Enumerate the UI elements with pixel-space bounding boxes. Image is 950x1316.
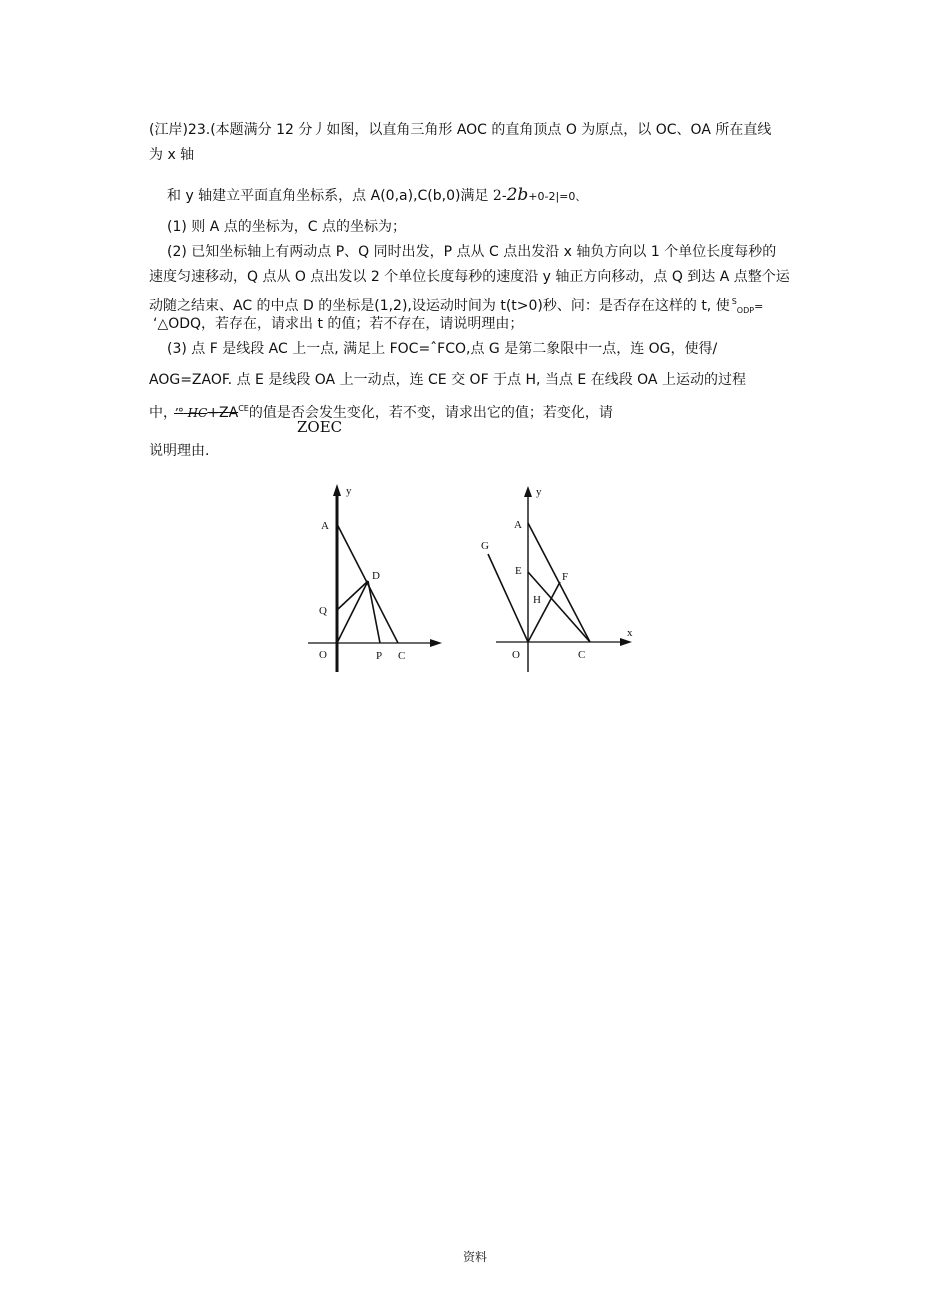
problem-header-line2: 为 x 轴 (149, 147, 195, 163)
fig2-label-g: G (481, 540, 489, 552)
fig1-label-a: A (321, 520, 329, 532)
fig2-segment-og (488, 554, 528, 642)
fig1-label-p: P (376, 650, 383, 662)
fig2-y-arrow (524, 486, 532, 497)
part3-line3-text: 中， (149, 405, 170, 421)
numerator-prefix: ’° (174, 406, 184, 420)
page-footer: 资料 (462, 1250, 487, 1264)
figure-1 (300, 480, 460, 680)
fig2-label-y: y (536, 486, 542, 498)
fig1-label-q: Q (319, 605, 327, 617)
fraction-denominator: ZOEC (297, 418, 343, 436)
fig2-label-h: H (533, 594, 541, 606)
part3-line4: 说明理由. (149, 443, 210, 459)
fig1-segment-od (337, 581, 368, 643)
intro-eq-part1: 2- (492, 188, 507, 204)
fig1-segment-qd (337, 581, 368, 610)
problem-header-line1: (江岸)23.(本题满分 12 分丿如图，以直角三角形 AOC 的直角顶点 O 为原点，以 OC、OA 所在直线 (149, 122, 772, 138)
fig2-label-f: F (562, 571, 569, 583)
intro-eq-part3: +0-2|=0、 (528, 190, 587, 203)
intro-text: 和 y 轴建立平面直角坐标系，点 A(0,a),C(b,0)满足 (167, 188, 493, 204)
fig1-label-c: C (398, 650, 406, 662)
fig2-label-c: C (578, 649, 586, 661)
part2-line2: 速度匀速移动，Q 点从 O 点出发以 2 个单位长度每秒的速度沿 y 轴正方向移动，点 Q 到达 A 点整个运 (149, 269, 790, 285)
fig1-x-arrow (430, 639, 442, 647)
intro-eq-part2: 2b (506, 185, 529, 205)
area-s-symbol: S (731, 297, 737, 306)
part1: (1) 则 A 点的坐标为，C 点的坐标为； (167, 219, 406, 235)
fig1-label-d: D (372, 570, 380, 582)
area-equals: = (754, 300, 764, 313)
fig1-segment-dp (368, 581, 380, 643)
figure-2 (472, 478, 652, 678)
area-subscript: ODP (736, 306, 755, 315)
problem-intro (167, 186, 586, 206)
part2-line4: ‘△ODQ，若存在，请求出 t 的值；若不存在，请说明理由； (153, 316, 524, 332)
part3-line2: AOG=ZAOF. 点 E 是线段 OA 上一动点，连 CE 交 OF 于点 H, 当点 E 在线段 OA 上运动的过程 (149, 372, 746, 388)
part3-line3 (149, 400, 613, 422)
fig1-label-y: y (346, 485, 352, 497)
fig2-label-a: A (514, 519, 522, 531)
fig1-label-o: O (319, 649, 327, 661)
fig2-label-o: O (512, 649, 520, 661)
numerator-hc: HC (187, 406, 208, 420)
part3-line1: (3) 点 F 是线段 AC 上一点, 满足上 FOC=ˆFCO,点 G 是第二象限中一点，连 OG，使得/ (167, 341, 718, 357)
fig2-x-arrow (620, 638, 632, 646)
part2-line1: (2) 已知坐标轴上有两动点 P、Q 同时出发，P 点从 C 点出发沿 x 轴负方向以 1 个单位长度每秒的 (167, 244, 777, 260)
fig2-label-e: E (515, 565, 522, 577)
numerator-za: +ZA (207, 405, 239, 421)
part3-line3-rest: 的值是否会发生变化，若不变，请求出它的值；若变化，请 (248, 405, 613, 421)
fig2-label-x: x (627, 627, 633, 639)
numerator-ce: CE (238, 404, 249, 413)
fraction-numerator-garbled (174, 406, 207, 420)
fig1-y-arrow (333, 484, 341, 496)
part2-line3-text: 动随之结束、AC 的中点 D 的坐标是(1,2),设运动时间为 t(t>0)秒、问：是否存在这样的 t, 使 (149, 298, 730, 314)
